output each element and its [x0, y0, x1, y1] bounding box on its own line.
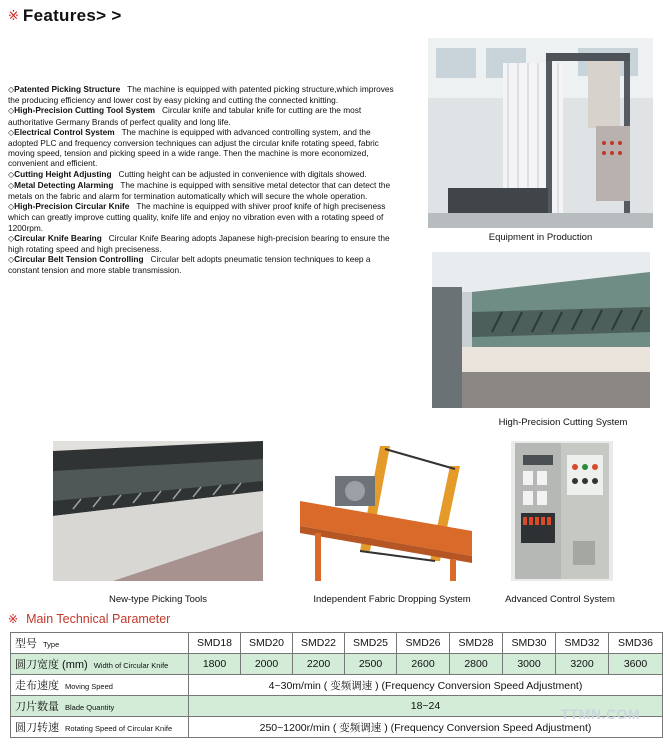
- spec-title: Main Technical Parameter: [26, 612, 171, 626]
- width-cell: 2800: [450, 654, 503, 675]
- feature-title: Circular Belt Tension Controlling: [14, 254, 144, 265]
- width-cell: 2200: [293, 654, 345, 675]
- table-row: [11, 654, 663, 675]
- model-cell: SMD22: [293, 633, 345, 654]
- fabric-dropping-photo: [300, 441, 472, 581]
- model-cell: SMD30: [503, 633, 556, 654]
- feature-item: ◇Cutting Height Adjusting Cutting height can be adjusted in convenience with digitals showed.: [8, 168, 367, 179]
- blade-quantity-value: 18~24: [189, 696, 663, 717]
- width-cell: 1800: [189, 654, 241, 675]
- feature-item: ◇Circular Belt Tension Controlling Circular belt adopts pneumatic tension techniques to keep a constant tension and more stable transmission.: [8, 254, 371, 276]
- width-cell: 3600: [609, 654, 663, 675]
- caption-cutting: High-Precision Cutting System: [498, 417, 628, 428]
- model-cell: SMD26: [397, 633, 450, 654]
- caption-production: Equipment in Production: [488, 232, 593, 243]
- caption-control: Advanced Control System: [505, 594, 615, 605]
- features-title: Features> >: [22, 6, 122, 25]
- model-cell: SMD25: [345, 633, 397, 654]
- feature-title: Electrical Control System: [14, 126, 115, 137]
- feature-text: Cutting height can be adjusted in convenience with digitals showed.: [118, 168, 367, 179]
- row-label: 型号 Type: [11, 633, 189, 654]
- feature-item: ◇Circular Knife Bearing Circular Knife Bearing adopts Japanese high-precision bearing to ensure the high rotating speed and high preciseness.: [8, 232, 390, 255]
- row-label: 走布速度 Moving Speed: [11, 675, 189, 696]
- section-header-features: [8, 6, 122, 26]
- width-cell: 3000: [503, 654, 556, 675]
- cutting-system-photo: [432, 252, 650, 408]
- picking-tools-photo: [53, 441, 263, 581]
- rotating-speed-value: 250~1200r/min ( 变频调速 ) (Frequency Conversion Speed Adjustment): [189, 717, 663, 738]
- model-cell: SMD18: [189, 633, 241, 654]
- control-system-photo: [511, 441, 613, 581]
- feature-text: Circular belt adopts pneumatic tension techniques to keep a constant tension and more stable transmission.: [8, 254, 371, 276]
- feature-text: The machine is equipped with advanced controlling system, and the adopted PLC and frequency conversion techniques can adjust the circular knife rotating speed, fabric moving speed, tension and picking speed in a wide range. Then the machine is more economized, convenient and efficient.: [8, 126, 379, 169]
- watermark: TTMN.COM: [560, 706, 640, 722]
- model-cell: SMD28: [450, 633, 503, 654]
- feature-title: Metal Detecting Alarming: [14, 179, 114, 190]
- spec-table: [10, 632, 663, 738]
- feature-title: Patented Picking Structure: [14, 84, 121, 94]
- feature-title: High-Precision Cutting Tool System: [14, 105, 156, 116]
- model-cell: SMD20: [241, 633, 293, 654]
- feature-item: ◇Patented Picking Structure The machine is equipped with patented picking structure,which improves the producing efficiency and lower cost by easy picking and cutting the connected knitting.: [8, 84, 394, 106]
- feature-text: The machine is equipped with sensitive metal detector that can detect the metals on the fabric and alarm for termination automatically which will secure the whole operation.: [8, 179, 391, 202]
- width-cell: 2600: [397, 654, 450, 675]
- table-row: [11, 675, 663, 696]
- equipment-production-photo: [428, 38, 653, 228]
- row-label: 圆刀宽度 (mm) Width of Circular Knife: [11, 654, 189, 675]
- width-cell: 2500: [345, 654, 397, 675]
- spec-header: [8, 612, 170, 626]
- feature-item: ◇High-Precision Cutting Tool System Circular knife and tabular knife for cutting are the most authoritative Germany Brands of perfect quality and long life.: [8, 105, 362, 127]
- caption-picking: New-type Picking Tools: [108, 594, 208, 605]
- feature-text: The machine is equipped with patented picking structure,which improves the producing efficiency and lower cost by easy picking and cutting the connected knitting.: [8, 84, 394, 106]
- width-cell: 3200: [556, 654, 609, 675]
- moving-speed-value: 4~30m/min ( 变频调速 ) (Frequency Conversion Speed Adjustment): [189, 675, 663, 696]
- feature-text: The machine is equipped with shiver proof knife of high preciseness which can greatly improve cutting quality, knife life and enjoy no vibration even with a rotating speed of 1200rpm.: [8, 201, 386, 233]
- feature-title: Cutting Height Adjusting: [14, 168, 112, 179]
- feature-text: Circular Knife Bearing adopts Japanese high-precision bearing to ensure the high rotating speed and high preciseness.: [8, 232, 390, 255]
- reference-mark: ※: [8, 8, 19, 23]
- row-label: 圆刀转速 Rotating Speed of Circular Knife: [11, 717, 189, 738]
- model-cell: SMD32: [556, 633, 609, 654]
- feature-item: ◇Electrical Control System The machine is equipped with advanced controlling system, and the adopted PLC and frequency conversion techniques can adjust the circular knife rotating speed, fabric moving speed, tension and picking speed in a wide range. Then the machine is more economized, convenient and efficient.: [8, 126, 379, 169]
- features-list: [8, 84, 400, 276]
- model-cell: SMD36: [609, 633, 663, 654]
- caption-dropping: Independent Fabric Dropping System: [313, 594, 471, 605]
- reference-mark: ※: [8, 612, 19, 626]
- feature-item: ◇Metal Detecting Alarming The machine is equipped with sensitive metal detector that can detect the metals on the fabric and alarm for termination automatically which will secure the whole operation.: [8, 179, 391, 202]
- width-cell: 2000: [241, 654, 293, 675]
- feature-title: High-Precision Circular Knife: [14, 201, 130, 212]
- row-label: 刀片数量 Blade Quantity: [11, 696, 189, 717]
- table-row: [11, 633, 663, 654]
- feature-item: ◇High-Precision Circular Knife The machine is equipped with shiver proof knife of high preciseness which can greatly improve cutting quality, knife life and enjoy no vibration even with a rotating speed of 1200rpm.: [8, 201, 386, 233]
- feature-text: Circular knife and tabular knife for cutting are the most authoritative Germany Brands of perfect quality and long life.: [8, 105, 362, 127]
- feature-title: Circular Knife Bearing: [14, 232, 102, 243]
